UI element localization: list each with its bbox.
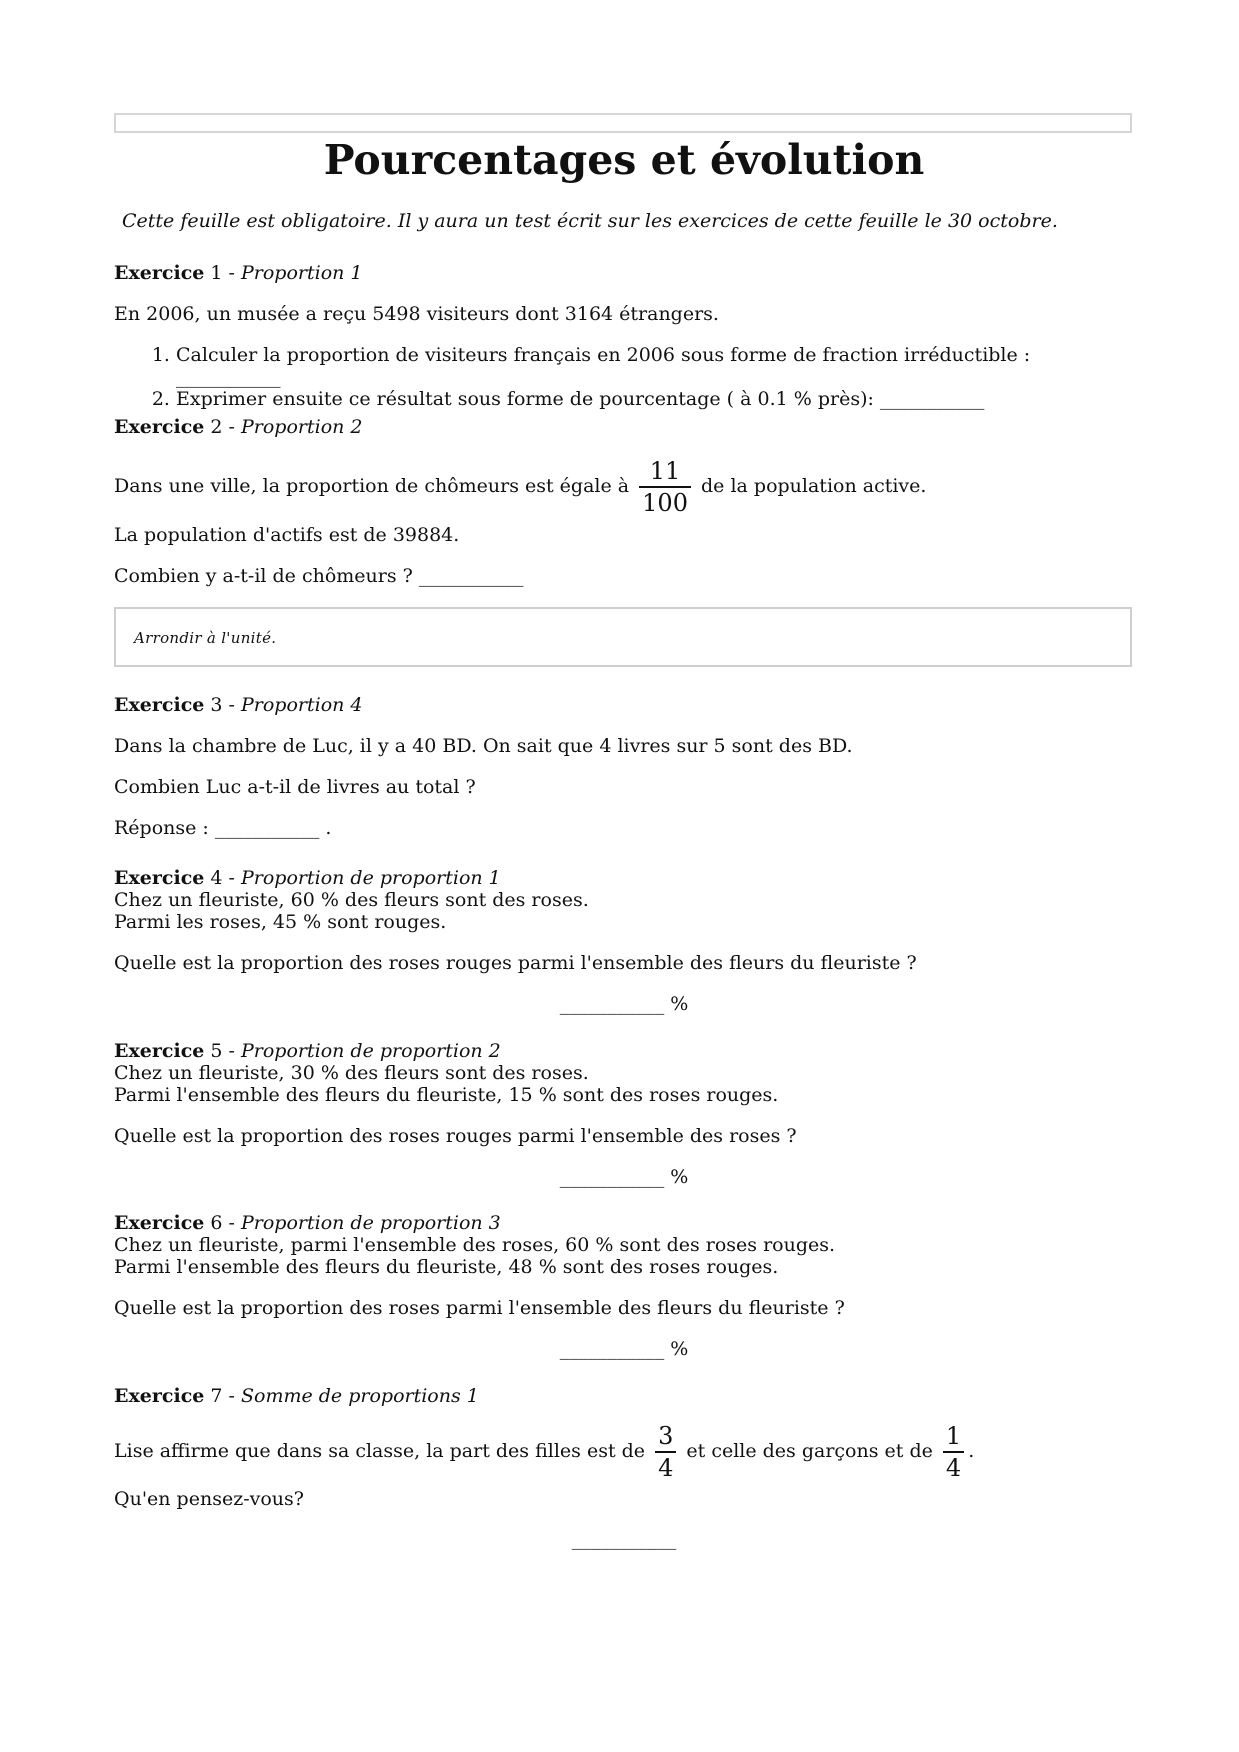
exercise-5-answer: ___________ % (559, 1166, 689, 1188)
fraction-numerator: 11 (649, 457, 681, 485)
exercise-name: Somme de proportions 1 (241, 1385, 479, 1407)
exercise-separator: - (222, 1040, 241, 1062)
fraction (639, 456, 691, 518)
exercise-number: 4 (210, 867, 223, 889)
exercise-label: Exercice (114, 694, 205, 716)
exercise-label: Exercice (114, 416, 205, 438)
exercise-2-heading (114, 416, 363, 438)
header-box (114, 113, 1132, 133)
page-title: Pourcentages et évolution (323, 136, 925, 184)
exercise-number: 3 (210, 694, 223, 716)
exercise-7-answer: ___________ (571, 1528, 677, 1550)
fraction-numerator: 3 (658, 1422, 674, 1450)
exercise-separator: - (222, 262, 241, 284)
exercise-3-heading (114, 694, 363, 716)
exercise-4-question: Quelle est la proportion des roses rouges parmi l'ensemble des fleurs du fleuriste ? (114, 952, 917, 974)
exercise-label: Exercice (114, 1385, 205, 1407)
exercise-name: Proportion 1 (241, 262, 363, 284)
fraction-denominator: 100 (639, 486, 691, 518)
exercise-separator: - (222, 1385, 241, 1407)
text-before-fraction: Dans une ville, la proportion de chômeurs est égale à (114, 475, 630, 497)
text-b: et celle des garçons et de (686, 1440, 933, 1462)
exercise-4-heading (114, 867, 501, 889)
exercise-name: Proportion 2 (241, 416, 363, 438)
exercise-4-answer: ___________ % (559, 993, 689, 1015)
exercise-separator: - (222, 416, 241, 438)
exercise-5-heading (114, 1040, 501, 1062)
exercise-6-question: Quelle est la proportion des roses parmi l'ensemble des fleurs du fleuriste ? (114, 1297, 845, 1319)
fraction-denominator: 4 (943, 1451, 964, 1483)
exercise-3-line2: Combien Luc a-t-il de livres au total ? (114, 776, 476, 798)
exercise-name: Proportion de proportion 1 (241, 867, 501, 889)
exercise-number: 5 (210, 1040, 223, 1062)
exercise-1-heading (114, 262, 363, 284)
exercise-6-line2: Parmi l'ensemble des fleurs du fleuriste, 48 % sont des roses rouges. (114, 1256, 779, 1278)
fraction-numerator: 1 (945, 1422, 962, 1450)
list-item: 2. Exprimer ensuite ce résultat sous forme de pourcentage ( à 0.1 % près): ___________ (176, 388, 1134, 410)
exercise-separator: - (222, 867, 241, 889)
exercise-label: Exercice (114, 1040, 205, 1062)
fraction-boys (943, 1421, 964, 1483)
exercise-name: Proportion de proportion 3 (241, 1212, 501, 1234)
hint-box: Arrondir à l'unité. (114, 607, 1132, 667)
exercise-7-heading (114, 1385, 479, 1407)
exercise-7-line2: Qu'en pensez-vous? (114, 1488, 304, 1510)
list-item: 1. Calculer la proportion de visiteurs français en 2006 sous forme de fraction irréductible : ___________ (176, 344, 1134, 388)
exercise-separator: - (222, 1212, 241, 1234)
exercise-separator: - (222, 694, 241, 716)
text-after-fraction: de la population active. (701, 475, 927, 497)
exercise-2-line2: La population d'actifs est de 39884. (114, 524, 460, 546)
exercise-1-text: En 2006, un musée a reçu 5498 visiteurs dont 3164 étrangers. (114, 303, 719, 325)
exercise-6-heading (114, 1212, 501, 1234)
exercise-label: Exercice (114, 1212, 205, 1234)
intro-text: Cette feuille est obligatoire. Il y aura un test écrit sur les exercices de cette feuille le 30 octobre. (122, 210, 1058, 232)
text-c: . (968, 1440, 975, 1462)
exercise-5-line1: Chez un fleuriste, 30 % des fleurs sont des roses. (114, 1062, 589, 1084)
exercise-label: Exercice (114, 867, 205, 889)
exercise-7-text (114, 1421, 974, 1483)
exercise-number: 6 (210, 1212, 223, 1234)
text-a: Lise affirme que dans sa classe, la part des filles est de (114, 1440, 646, 1462)
exercise-number: 1 (210, 262, 223, 284)
exercise-3-answer: Réponse : ___________ . (114, 817, 332, 839)
exercise-5-line2: Parmi l'ensemble des fleurs du fleuriste, 15 % sont des roses rouges. (114, 1084, 779, 1106)
exercise-6-answer: ___________ % (559, 1338, 689, 1360)
exercise-label: Exercice (114, 262, 205, 284)
exercise-1-list (114, 344, 1134, 410)
exercise-5-question: Quelle est la proportion des roses rouges parmi l'ensemble des roses ? (114, 1125, 797, 1147)
fraction-girls (655, 1421, 676, 1483)
exercise-name: Proportion de proportion 2 (241, 1040, 501, 1062)
exercise-4-line2: Parmi les roses, 45 % sont rouges. (114, 911, 447, 933)
exercise-2-question: Combien y a-t-il de chômeurs ? ___________ (114, 565, 524, 587)
exercise-number: 2 (210, 416, 223, 438)
exercise-4-line1: Chez un fleuriste, 60 % des fleurs sont des roses. (114, 889, 589, 911)
exercise-3-line1: Dans la chambre de Luc, il y a 40 BD. On sait que 4 livres sur 5 sont des BD. (114, 735, 853, 757)
exercise-number: 7 (210, 1385, 223, 1407)
exercise-name: Proportion 4 (241, 694, 363, 716)
exercise-6-line1: Chez un fleuriste, parmi l'ensemble des roses, 60 % sont des roses rouges. (114, 1234, 836, 1256)
fraction-denominator: 4 (655, 1451, 676, 1483)
exercise-2-text (114, 456, 926, 518)
